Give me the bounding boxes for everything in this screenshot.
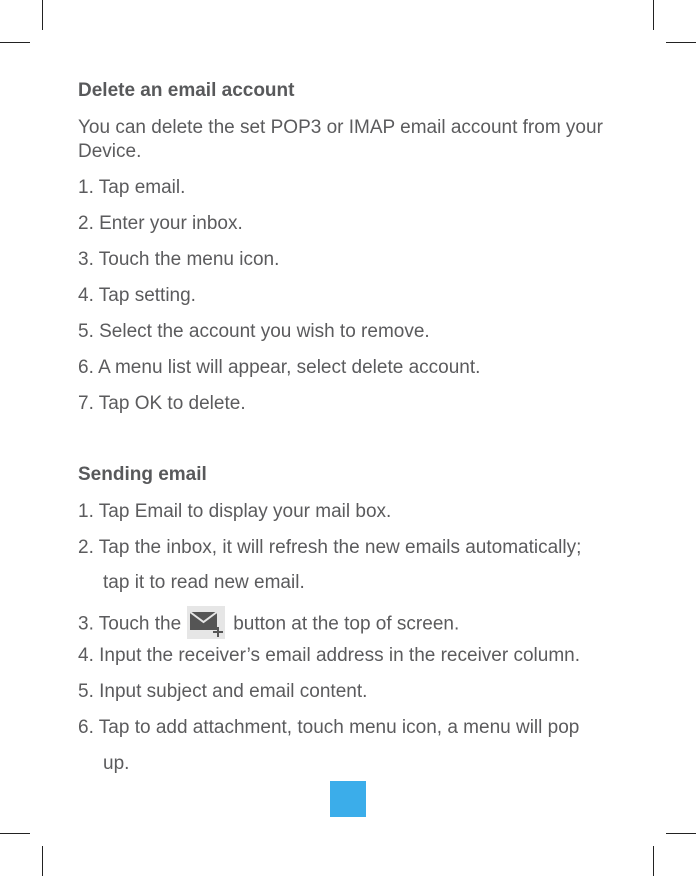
delete-step-7: 7. Tap OK to delete. [78,393,246,414]
send-step-6-line-2: up. [103,753,130,774]
send-step-3 [78,608,459,641]
delete-step-6: 6. A menu list will appear, select delete account. [78,357,481,378]
crop-mark-bottom-right-vertical [653,846,654,876]
delete-step-2: 2. Enter your inbox. [78,213,243,234]
send-step-1: 1. Tap Email to display your mail box. [78,501,392,522]
crop-mark-bottom-right-horizontal [666,833,696,834]
send-step-4: 4. Input the receiver’s email address in the receiver column. [78,645,580,666]
section-title-delete-account: Delete an email account [78,80,295,101]
crop-mark-top-right-horizontal [666,42,696,43]
crop-mark-top-right-vertical [653,0,654,30]
delete-step-3: 3. Touch the menu icon. [78,249,280,270]
crop-mark-top-left-vertical [42,0,43,30]
send-step-6-line-1: 6. Tap to add attachment, touch menu icon, a menu will pop [78,717,580,738]
intro-line-1: You can delete the set POP3 or IMAP email account from your [78,117,603,138]
crop-mark-bottom-left-horizontal [0,833,30,834]
delete-step-1: 1. Tap email. [78,177,186,198]
page-marker [330,781,366,817]
send-step-3-text-before: 3. Touch the [78,613,182,635]
section-title-sending-email: Sending email [78,464,207,485]
send-step-2-line-1: 2. Tap the inbox, it will refresh the new emails automatically; [78,537,582,558]
compose-mail-icon [187,606,225,639]
delete-step-5: 5. Select the account you wish to remove. [78,321,430,342]
send-step-5: 5. Input subject and email content. [78,681,368,702]
intro-line-2: Device. [78,141,142,162]
delete-step-4: 4. Tap setting. [78,285,196,306]
send-step-2-line-2: tap it to read new email. [103,572,305,593]
crop-mark-bottom-left-vertical [42,846,43,876]
send-step-3-text-after: button at the top of screen. [233,613,460,635]
crop-mark-top-left-horizontal [0,42,30,43]
